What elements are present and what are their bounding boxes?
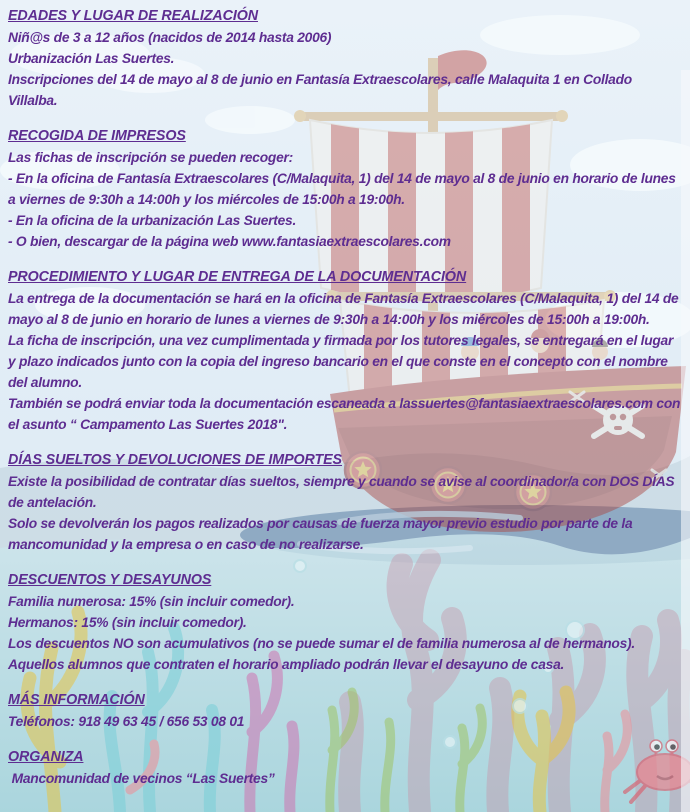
paragraph: La entrega de la documentación se hará en la oficina de Fantasía Extraescolares (C/Malaquita, 1) del 14 de mayo al 8 de junio en horario de lunes a viernes de 9:30h a 14:00h y los miércoles de 15:00h a 19:00h. [8, 291, 683, 327]
document-section [8, 126, 682, 252]
section-body [8, 288, 682, 435]
section-body [8, 27, 682, 111]
paragraph: También se podrá enviar toda la documentación escaneada a lassuertes@fantasiaextraescolares.com con el asunto “ Campamento Las Suertes 2018". [8, 396, 684, 432]
section-heading: DÍAS SUELTOS Y DEVOLUCIONES DE IMPORTES [8, 452, 342, 468]
section-body [8, 591, 682, 675]
section-body [8, 471, 682, 555]
section-body [8, 768, 682, 789]
paragraph: Hermanos: 15% (sin incluir comedor). [8, 615, 247, 630]
document-section [8, 450, 682, 555]
paragraph: Niñ@s de 3 a 12 años (nacidos de 2014 hasta 2006) [8, 30, 332, 45]
paragraph: Las fichas de inscripción se pueden recoger: [8, 150, 293, 165]
paragraph: Solo se devolverán los pagos realizados por causas de fuerza mayor previo estudio por parte de la mancomunidad y la empresa o en caso de no realizarse. [8, 516, 637, 552]
section-heading: MÁS INFORMACIÓN [8, 692, 145, 708]
paragraph: Aquellos alumnos que contraten el horario ampliado podrán llevar el desayuno de casa. [8, 657, 565, 672]
section-body [8, 147, 682, 252]
section-heading: RECOGIDA DE IMPRESOS [8, 128, 186, 144]
paragraph: - En la oficina de Fantasía Extraescolares (C/Malaquita, 1) del 14 de mayo al 8 de junio en horario de lunes a viernes de 9:30h a 14:00h y los miércoles de 15:00h a 19:00h. [8, 171, 680, 207]
paragraph: Existe la posibilidad de contratar días sueltos, siempre y cuando se avise al coordinador/a con DOS DÍAS de antelación. [8, 474, 678, 510]
document-section [8, 267, 682, 435]
document-section [8, 690, 682, 732]
paragraph: - O bien, descargar de la página web www.fantasiaextraescolares.com [8, 234, 451, 249]
paragraph: Familia numerosa: 15% (sin incluir comedor). [8, 594, 295, 609]
document-section [8, 6, 682, 111]
paragraph: Mancomunidad de vecinos “Las Suertes” [8, 771, 275, 786]
section-heading: DESCUENTOS Y DESAYUNOS [8, 572, 212, 588]
paragraph: Urbanización Las Suertes. [8, 51, 175, 66]
section-heading: EDADES Y LUGAR DE REALIZACIÓN [8, 8, 258, 24]
paragraph: Inscripciones del 14 de mayo al 8 de junio en Fantasía Extraescolares, calle Malaquita 1 en Collado Villalba. [8, 72, 636, 108]
paragraph: Teléfonos: 918 49 63 45 / 656 53 08 01 [8, 714, 245, 729]
document-section [8, 570, 682, 675]
paragraph: - En la oficina de la urbanización Las Suertes. [8, 213, 297, 228]
section-heading: ORGANIZA [8, 749, 84, 765]
section-body [8, 711, 682, 732]
paragraph: La ficha de inscripción, una vez cumplimentada y firmada por los tutores legales, se entregará en el lugar y plazo indicados junto con la copia del ingreso bancario en el que conste en el concepto con el nombre del alumno. [8, 333, 677, 390]
paragraph: Los descuentos NO son acumulativos (no se puede sumar el de familia numerosa al de hermanos). [8, 636, 635, 651]
document-section [8, 747, 682, 789]
section-heading: PROCEDIMIENTO Y LUGAR DE ENTREGA DE LA DOCUMENTACIÓN [8, 269, 467, 285]
